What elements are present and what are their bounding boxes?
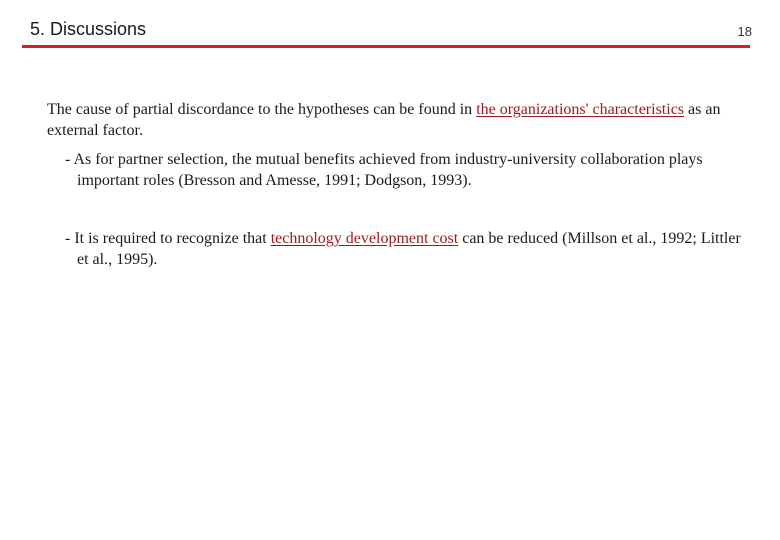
intro-highlight: the organizations' characteristics [476, 101, 685, 118]
bullet-partner-selection [50, 149, 747, 191]
bullet-2-text-after: can be reduced (Millson et al., 1992; Littler et al., 1995). [77, 230, 741, 268]
page-number: 18 [737, 24, 752, 39]
bullet-development-cost [50, 228, 747, 270]
intro-text-after: as an external factor. [47, 101, 721, 139]
title-divider [22, 45, 750, 48]
slide-body [47, 99, 747, 270]
intro-text-before: The cause of partial discordance to the hypotheses can be found in [47, 101, 477, 118]
intro-paragraph [47, 99, 747, 141]
bullet-2-highlight: technology development cost [270, 230, 459, 247]
slide-title: 5. Discussions [30, 19, 147, 39]
bullet-1-text: - As for partner selection, the mutual benefits achieved from industry-university collaboration plays important roles (Bresson and Amesse, 1991; Dodgson, 1993). [65, 151, 703, 189]
bullet-2-text-before: - It is required to recognize that [65, 230, 271, 247]
